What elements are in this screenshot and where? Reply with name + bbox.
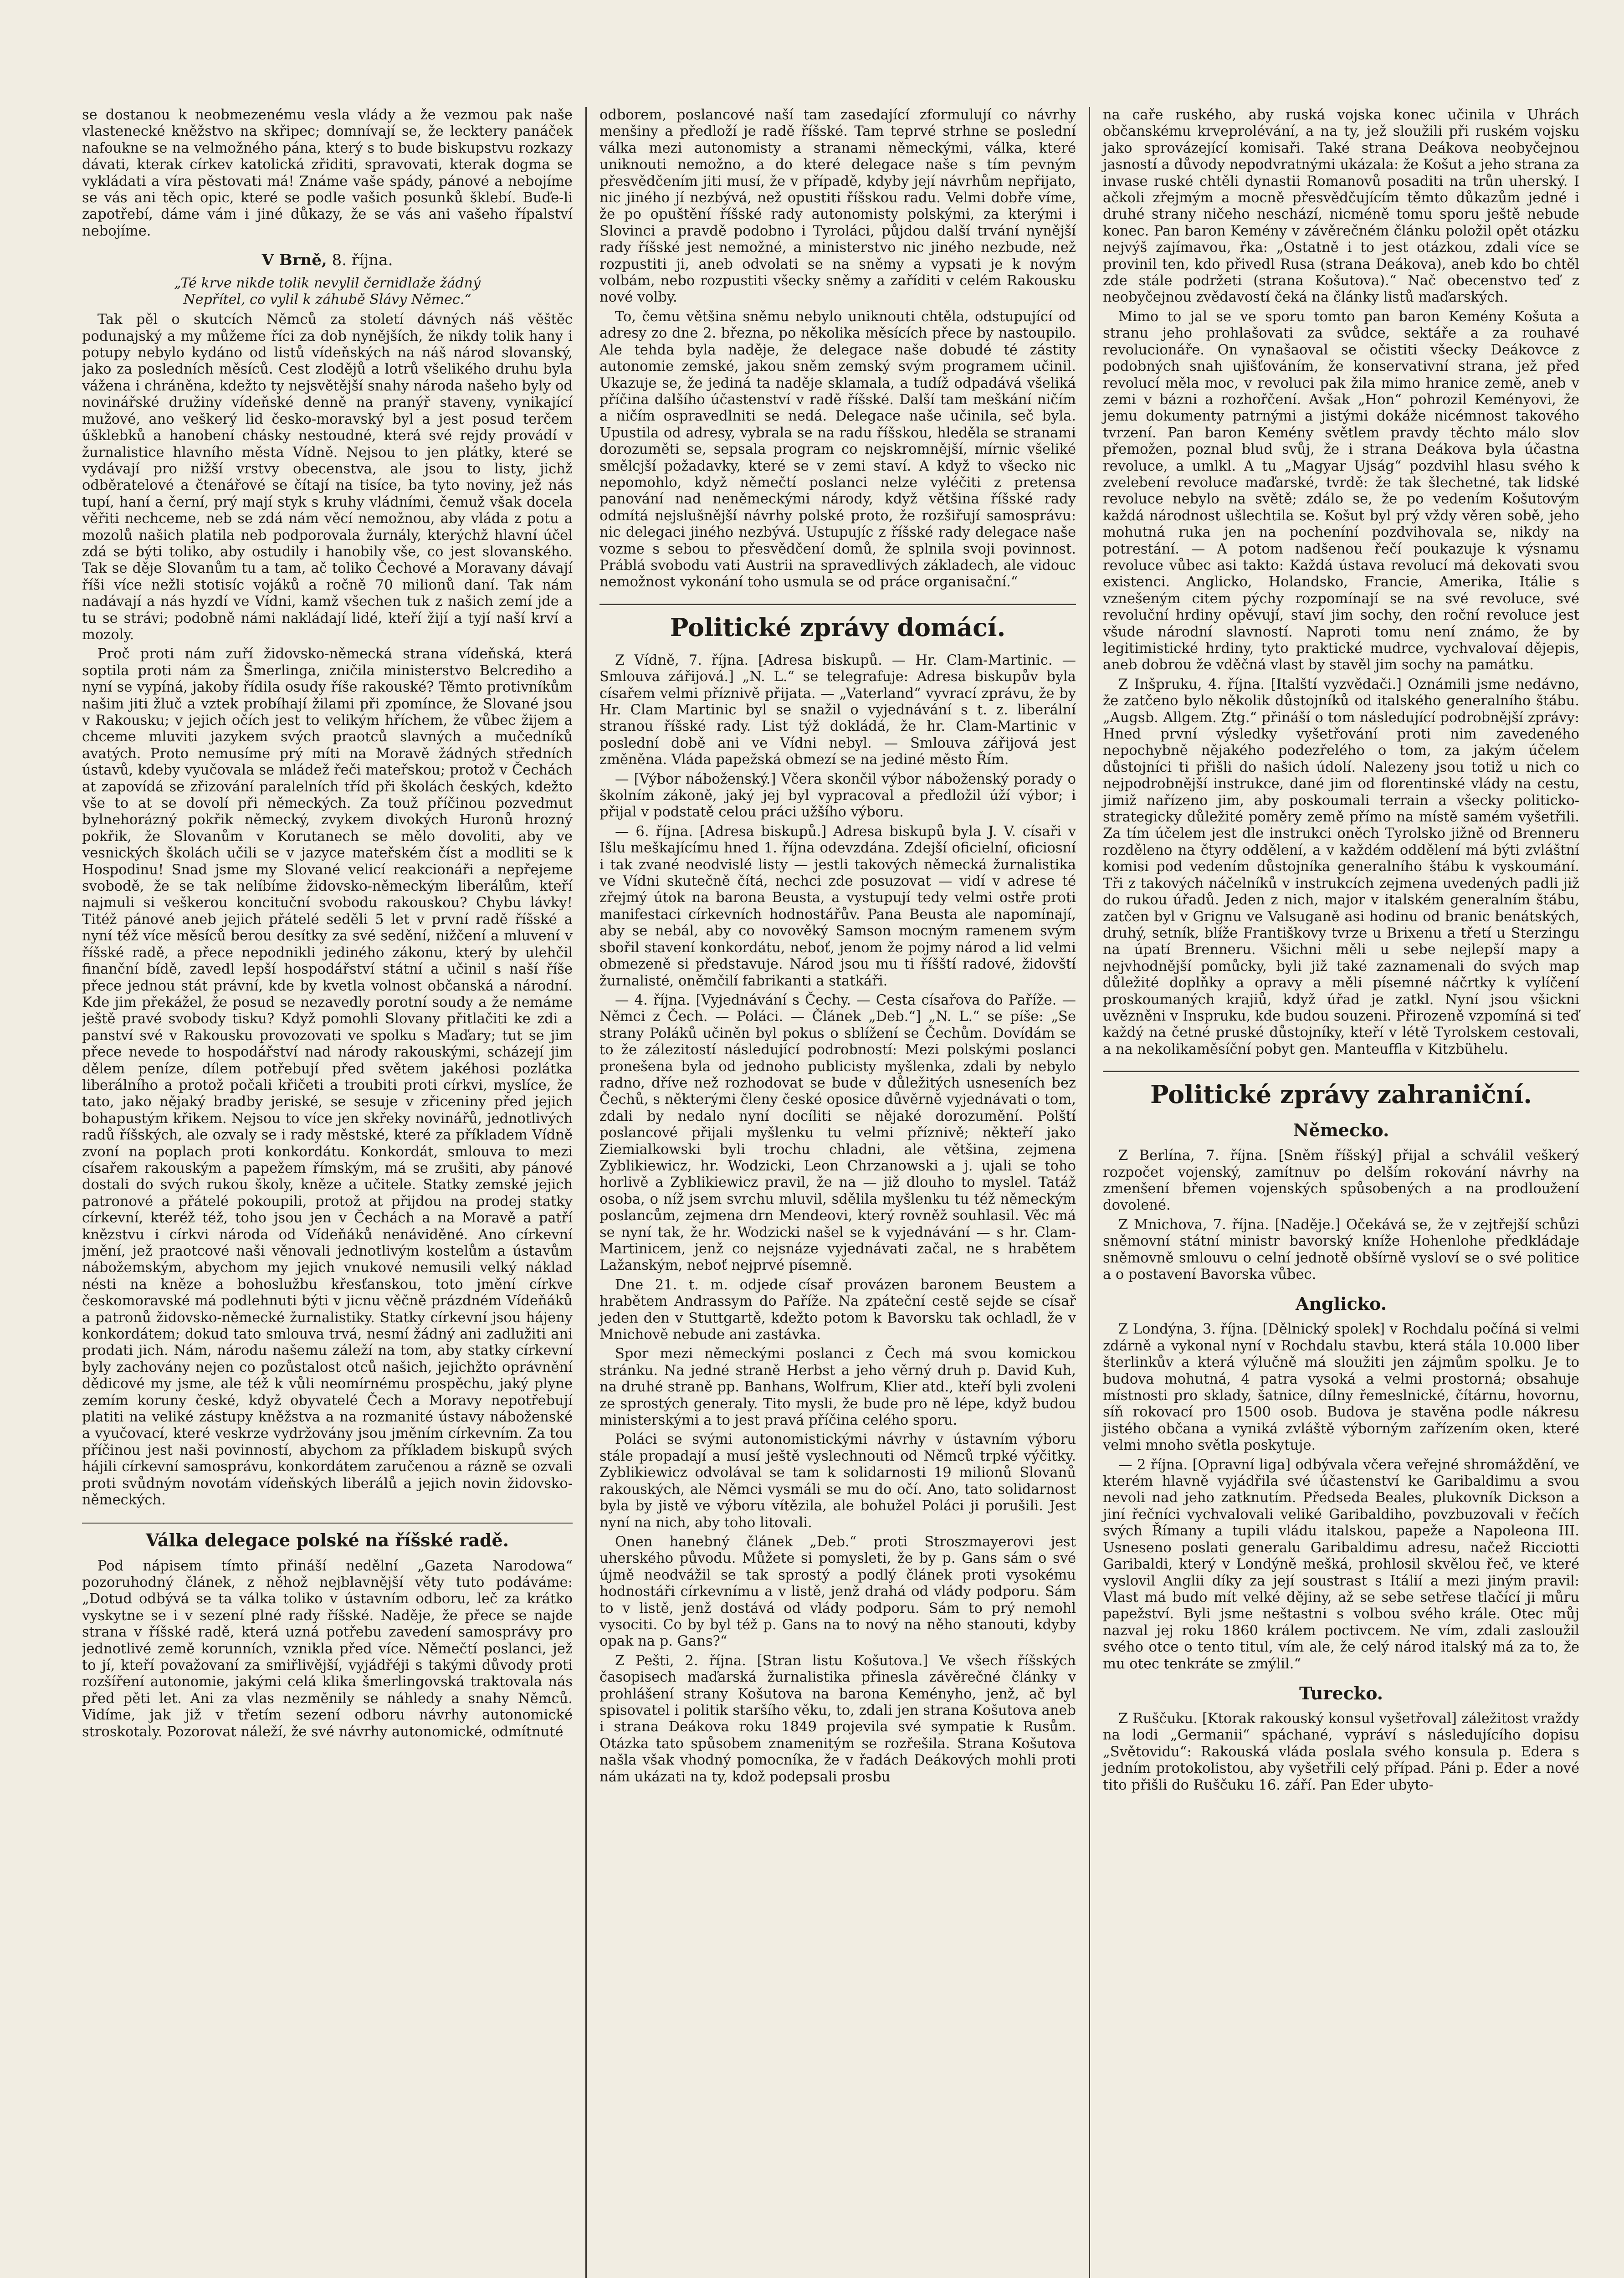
article-text: To, čemu většina sněmu nebylo uniknouti chtěla, odstupující od adresy zo dne 2. března, po několika měsících přece by nastoupilo. Ale tehda byla naděje, že delegace naše dobudé té zástity autonomie zemské, jakou sněm zemský svým programem učinil. Ukazuje se, že jediná ta naděje sklamala, a tudíž odpadává všeliká příčina dalšího účastenství v radě říšské. Další tam meškání ničím a ničím ospravedlniti se nedá. Delegace naše učinila, seč byla. Upustila od adresy, vybrala se na radu říšskou, hleděla se stranami dorozuměti se, sepsala program co nejskromnější, mírnic všeliké smělcjší požadavky, které se v zemi staví. A když to všecko nic nepomohlo, když němečtí poslanci nelze vyléčiti z pretensa panování nad neněmeckými národy, když většina říšské rady odmítá nejslušnější návrhy polské proto, že rozšiřují samosprávu: nic delegaci jiného nezbývá. Ustupujíc z říšské rady delegace naše vozme s sebou to přesvědčení domů, že splnila svoji povinnost. Práblá svobodu vati Austrii na spravedlivých základech, ale vidouc nemožnost vykonání toho usmula se od práce organisační.“	[599, 308, 1076, 590]
news-item: Z Vídně, 7. října. [Adresa biskupů. — Hr. Clam-Martinic. — Smlouva zářijová.] „N. L.“ se telegrafuje: Adresa biskupův byla císařem velmi příznivě přijata. — „Vaterland“ vyvrací zprávu, že by Hr. Clam Martinic byl se snažil o vyjednávání s t. z. liberální stranou říšské rady. List týž dokládá, že hr. Clam-Martinic v poslední době ani ve Vídni nebyl. — Smlouva zářijová jest změněna. Vláda papežská obmezí se na jediné město Řím.	[599, 652, 1076, 768]
news-item: — 4. října. [Vyjednávání s Čechy. — Cesta císařova do Paříže. — Němci z Čech. — Poláci. — Článek „Deb.“] „N. L.“ se píše: „Se strany Poláků učiněn byl pokus o sblížení se Čechům. Dovídám se to že zálezitostí následující podrobností: Mezi polskými poslanci pronešena byla od jednoho publicisty myšlenka, zdali by nebylo radno, dříve než rozhodovat se bude v důležitých usneseních bez Čechů, s některými členy české oposice důvěrně vyjednávati o tom, zdali by nedalo nyní docíliti se nějaké dorozumění. Polští poslancové přijali myšlenku tu velmi příznivě; někteří jako Ziemialkowski byli trochu chladni, ale většina, zejmena Zyblikiewicz, hr. Wodzicki, Leon Chrzanowski a j. ujali se toho horlivě a Zyblikiewicz pravil, že na — již dlouho to myslel. Tatáž osoba, o níž jsem svrchu mluvil, sdělila myšlenku tu též německým poslancům, zejmena drn Mendeovi, který rovněž souhlasil. Věc má se nyní tak, že hr. Wodzicki našel se k vyjednávání — s hr. Clam-Martinicem, jenž co nejsnáze vyjednávati začal, ne s hrabětem Lažanským, neboť nejprvé písemně.	[599, 992, 1076, 1274]
section-title-domestic: Politické zprávy domácí.	[599, 604, 1076, 642]
news-item: Dne 21. t. m. odjede císař provázen baronem Beustem a hrabětem Andrassym do Paříže. Na zpáteční cestě sejde se císař jeden den v Stuttgartě, kdežto potom k Bavorsku tak ochladl, že v Mnichově nebude ani zastávka.	[599, 1277, 1076, 1343]
poem-line: „Té krve nikde tolik nevylil černidlaže žádný	[174, 275, 481, 292]
news-item: — [Výbor náboženský.] Včera skončil výbor náboženský porady o školním zákoně, jaký jej byl vypracoval a předložil úží výbor; i přijal v podstatě celou práci užšího výboru.	[599, 771, 1076, 821]
news-item: — 2 října. [Opravní liga] odbývala včera veřejné shromáždění, ve kterém hlavně vyjádřila své účastenství ke Garibaldimu a svou nevoli nad jeho zatknutím. Předseda Beales, plukovník Dickson a jiní řečníci vychvalovali veliké Garibaldiho, povzbuzovali v řečích svých Římany a tupili vládu italskou, papeže a Napoleona III. Usneseno poslati generalu Garibaldimu adresu, načež Ricciotti Garibaldi, který v Londýně mešká, prohlosil skvělou řeč, ve které vyslovil Anglii díky za její soustrast s Itálií a mezi jiným pravil: Vlast má budo mít velké dějiny, až se sebe setřese tlačící ji můru papežství. Byli jsme neštastni s volbou svého krále. Otec můj nazval jej roku 1860 králem poctivcem. Ne vím, zdali zasloužil svého otce o tento titul, vím ale, že celý národ italský má za to, že mu otec tenkráte se zmýlil.“	[1103, 1457, 1579, 1672]
news-item: Z Ruščuku. [Ktorak rakouský konsul vyšetřoval] záležitost vraždy na lodi „Germanii“ spáchané, vypráví s následujícího dopisu „Světovidu“: Rakouská vláda poslala svého konsula p. Edera s jedním protokolistou, aby vyšetřili celý případ. Páni p. Eder a nové tito přišli do Ruščuku 16. září. Pan Eder ubyto-	[1103, 1710, 1579, 1793]
country-heading: Turecko.	[1299, 1683, 1383, 1703]
article-text: se dostanou k neobmezenému vesla vlády a že vezmou pak naše vlastenecké kněžstvo na skřipec; domnívají se, že lecktery panáček nafoukne se na velmožného pána, který s to bude biskupstvu rozkazy dávati, kterak církev katolická zřiditi, spravovati, kterak dogma se vykládati a víra pěstovati má! Známe vaše spády, pánové a nebojíme se vás ani těch opic, které se podle vašich posunků šklebí. Buďe-li zapotřebí, dáme vám i jiné důkazy, že se vás ani vašeho řípalství nebojíme.	[82, 107, 573, 239]
poem-quote	[82, 275, 573, 308]
article-text: Tak pěl o skutcích Němců za století dávných náš věštěc podunajský a my můžeme říci za dob nynějších, že nikdy tolik hany i potupy nebylo kydáno od listů vídeňských na náš národ slovanský, jako za posledních měsíců. Cest zlodějů a lotrů všelikého druhu byla vážena i chráněna, kdežto ty nejsvětější snahy národa našeho byly od novinářské družiny vídeňské denně na pranýř staveny, vynikající mužové, ano veškerý lid česko-moravský byl a jest posud terčem úšklebků a hanobení chásky nestoudné, která své rejdy provádí v žurnalistice hlavního města Vídně. Nejsou to jen plátky, které se vydávají pro nižší vrstvy obecenstva, ale jsou to listy, jichž odběratelové a čtenářové se čítají na tisíce, ba tyto noviny, jež nás tupí, haní a černí, prý mají styk s kruhy vládními, čemuž však docela věřiti nechceme, neb se zdá nám věcí nemožnou, aby vláda z potu a mozolů našich platila neb podporovala žurnály, kterýchž hlavní účel zdá se býti toliko, aby ostudily i hanobily vše, co jest slovanského. Tak se děje Slovanům tu a tam, ač toliko Čechové a Moravany dávají říši více nežli stotisíc vojáků a ročně 70 milionů daní. Tak nám nadávají a nás hyzdí ve Vídni, kamž všechen tuk z našich zemí jde a tu se strávi; podobně námi nakládají lidé, kteří žijí a tyjí naší krví a mozoly.	[82, 312, 573, 643]
country-heading: Německo.	[1293, 1120, 1389, 1141]
news-item: Z Londýna, 3. října. [Dělnický spolek] v Rochdalu počíná si velmi zdárně a vykonal nyní v Rochdalu stavbu, která stála 10.000 liber šterlinkův a která výlučně má sloužiti jen zájmům spolku. Je to budova mohutná, 4 patra vysoká a velmi prostorná; obsahuje místnosti pro sklady, šatnice, dílny řemeslnické, čítárnu, hovornu, síň rokovací pro 1500 osob. Budova je stavěna podle nákresu jistého občana a vyniká zvláště výborným zařízením oken, které velmi mnoho světla poskytuje.	[1103, 1321, 1579, 1454]
news-item: — 6. října. [Adresa biskupů.] Adresa biskupů byla J. V. císaři v Išlu meškajícímu hned 1. října odevzdána. Zdejší oficielní, oficiosní i tak zvané neodvislé listy — jestli takových německá žurnalistika ve Vídni skutečně čítá, nechci zde posuzovat — vidí v adrese té zřejmý útok na barona Beusta, a vystupují tedy velmi ostře proti manifestaci církevních hodnostářův. Pana Beusta ale napomínají, aby se nebál, aby co novověký Samson mocným ramenem svým sbořil stavení konkordátu, neboť, jenom že pojmy národ a lid velmi obmezeně si představuje. Národ jsou mu ti říšští radové, židovští žurnalisté, oněmčilí fabrikanti a statkáři.	[599, 823, 1076, 989]
news-item: Poláci se svými autonomistickými návrhy v ústavním výboru stále propadají a musí ještě vyslechnouti od Němců trpké výčitky. Zyblikiewicz odvolával se tam k solidarnosti 19 milionů Slovanů rakouských, ale Němci vysmáli se mu do očí. Ano, tato solidarnost byla by jistě ve výboru vítězila, ale bohužel Poláci ji porušili. Jest nyní na nich, aby toho litovali.	[599, 1431, 1076, 1531]
news-item: Z Pešti, 2. října. [Stran listu Košutova.] Ve všech říšských časopisech maďarská žurnalistika přinesla závěrečné články v prohlášení strany Košutova na barona Keményho, jenž, ač byl spisovatel i politik staršího věku, to, zdali jen strana Košutova aneb i strana Deákova roku 1849 projevila své sympatie k Rusům. Otázka tato spůsobem znamenitým se rozřešila. Strana Košutova našla však vhodný pomocníka, že v řadách Deákových mohli proti nám ukázati na ty, kdož podepsali prosbu	[599, 1652, 1076, 1785]
news-item: Z Mnichova, 7. října. [Naděje.] Očekává se, že v zejtřejší schůzi sněmovní státní ministr bavorský kníže Hohenlohe předkládaje sněmovně smlouvu o celní jednotě obšírně vysloví se o své politice a o postavení Bavorska vůbec.	[1103, 1216, 1579, 1283]
article-text: Pod nápisem tímto přináší nedělní „Gazeta Narodowa“ pozoruhodný článek, z něhož nejblavnější věty tuto podáváme: „Dotud odbývá se ta válka toliko v ústavním odboru, leč za krátko vyskytne se i v sezení plné rady říšské. Naděje, že přece se najde strana v říšské radě, která uzná potřebu zavedení samosprávy pro jednotlivé země korunních, vznikla před více. Němečtí poslanci, jež to jí, kteří považovaní za smiřlivější, vyjádřéji s takými důvody proti rozšíření autonomie, jakými celá klika šmerlingovská traktovala nás před pěti let. Ani za vlas nezměnily se náhledy a snahy Němců. Vidíme, jak již v třetím sezení odboru návrhy autonomické stroskotaly. Pozorovat náleží, že své návrhy autonomické, odmítnuté	[82, 1558, 573, 1740]
column-middle	[585, 107, 1089, 2278]
column-left	[82, 107, 585, 2278]
news-item: na caře ruského, aby ruská vojska konec učinila v Uhrách občanskému krveprolévání, a na ty, jež sloužili při ruském vojsku jako sprovázející komisaři. Také strana Deákova neobyčejnou jasností a důvody nepodvratnými ukázala: že Košut a jeho strana za invase ruské chtěli dynastii Romanovů posaditi na trůn uherský. I ačkoli zřejmým a mocně přesvědčujícím těmto důkazům jedné i druhé strany ničeho neschází, nicméně tomu sporu ještě nebude konec. Pan baron Kemény v závěrečném článku položil opět otázku nejvýš zajímavou, řka: „Ostatně i to jest otázkou, zdali více se provinil ten, kdo přivedl Rusa (strana Deákova), aneb kdo bo chtěl zde stále podržeti (strana Košutova).“ Nač obecenstvo teď z neobyčejnou zvědavostí čeká na články listů maďarských.	[1103, 107, 1579, 306]
dateline-brno	[82, 251, 573, 270]
country-heading: Anglicko.	[1296, 1293, 1387, 1314]
column-right	[1089, 107, 1592, 2278]
news-item: Onen hanebný článek „Deb.“ proti Stroszmayerovi jest uherského původu. Můžete si pomysleti, že by p. Gans sám o své újmě neodvážil se tak sprostý a podlý článek proti vysokému hodnostáři církevnímu a v listě, jenž drahá od vlády podporu. Sám to v listě, jenž dostává od vlády podporu. Sám to prý nemohl vysociti. Co by byl též p. Gans na to nový na něho stanouti, kdyby opak na p. Gans?“	[599, 1534, 1076, 1650]
news-item: Z Inšpruku, 4. října. [Italští vyzvědači.] Oznámili jsme nedávno, že zatčeno bylo několik důstojníků od italského generalního štábu. „Augsb. Allgem. Ztg.“ přináší o tom následující podrobnější zprávy: Hned první výsledky vyšetřování proti nim zavedeného nepochybně nějakého podezřelého o tom, za jakým účelem důstojníci ti přišli do našich údolí. Nalezeny jsou totiž u nich co nejpodrobnější instrukce, dané jim od florentinské vlády na cestu, jimiž nařízeno jim, aby poskoumali terrain a všecky politicko-strategicky důležité poměry země přímo na místě samém vyšetřili. Za tím účelem jest dle instrukci oněch Tyrolsko jižně od Brenneru rozděleno na čtyry oddělení, a v každém oddělení má býti zvláštní komisi pod vedením důstojníka generalního štábu k vyskoumání. Tři z takových náčelníků v instrukcích zejmena uvedených padli již do rukou úřadů. Jeden z nich, major v italském generalním štábu, zatčen byl v Grignu ve Valsuganě asi hodinu od branic benátských, druhý, setník, blíže Františkovy tvrze u Brixenu a třetí u Sterzingu na úpatí Brenneru. Všichni měli u sebe nejlepší mapy a nejvhodnější pomůcky, byli již také zaznamenali do svých map důležité doplňky a opravy a měli písemné náčrtky k vylíčení proskoumaných krajiů, když úřad je zatkl. Nyní jsou všickni uvězněni v Inspruku, kde budou souzeni. Přirozeně vzpomíná si teď každý na četné pruské důstojníky, kteří v létě Tyrolskem cestovali, a na nekolikaměsíční pobyt gen. Manteuffla v Kitzbühelu.	[1103, 676, 1579, 1057]
article-title-polish-delegation: Válka delegace polské na říšské radě.	[82, 1523, 573, 1551]
section-title-foreign: Politické zprávy zahraniční.	[1103, 1071, 1579, 1109]
news-item: Z Berlína, 7. října. [Sněm říšský] přijal a schválil veškerý rozpočet vojenský, zamítnuv po delším rokování návrhy na zmenšení břemen vojenských spůsobených a na prodloužení dovolené.	[1103, 1148, 1579, 1214]
article-text: Proč proti nám zuří židovsko-německá strana vídeňská, která soptila proti nám za Šmerlinga, zničila ministerstvo Belcrediho a nyní se vypíná, jakoby řídila osudy říše rakouské? Těmto protivníkům našim jiti žluč a vztek probíhají žilami při zpomínce, že Slované jsou v Rakousku; v jejich očích jest to velikým hříchem, že vůbec žijem a chceme mluviti jazykem svých praotců slavných a mučedníků avatých. Proto nemusíme prý míti na Moravě žádných středních ústavů, kdeby vyučovala se mládež řeči mateřskou; protož v Čechách at zapovídá se zřizování paralelních tříd při školách českých, kdežto vše to at se dovolí při německých. Za touž příčinou pozvedmut bylnehorázný pokřik německý, zvykem divokých Huronů hrozný pokřik, že Slovanům v Korutanech se mělo dovoliti, aby ve vesnických školách učili se v jazyce mateřském číst a modliti se k Hospodinu! Snad jsme my Slované velicí reakcionáři a nepřejeme svobodě, že se tak nelíbíme židovsko-německým liberálům, kteří najmuli si veškerou koncituční svobodu rakouskou? Chybu lávky! Titéž pánové aneb jejich přátelé seděli 5 let v první radě říšské a nyní též více měsíců berou desítky za své sedění, nižčení a mluvení v říšské radě, a přece nepodnikli jediného zákonu, který by ulehčil finanční bídě, zavedl lepší hospodářství státní a učinil s naší říše přece jednou stát právní, kde by kvetla volnost občanská a národní. Kde jim překážel, že posud se nezavedly porotní soudy a že nemáme ještě pravé svobody tisku? Když pomohli Slovany přitlačiti ke zdi a panství své v Rakousku provozovati ve spolku s Maďary; tut se jim přece nevede to hospodářství nad národy rakouskými, scházejí jim dělem peníze, dílem potřebují před světem jakéhosi pozlátka liberálního a protož počali křičeti a troubiti proti církvi, myslíce, že tato, jako nějaký bradby jeriské, se sesuje v zřiceniny před jejich bohapustým křikem. Nejsou to více jen skřeky novinářů, jednotlivých radů říšských, ale ozvaly se i rady městské, které za příkladem Vídně zvoní na poplach proti konkordátu. Konkordát, smlouva to mezi císařem rakouským a papežem římským, má se zrušiti, aby pánové dostali do svých rukou školy, kněze a učitele. Statky zemské jejich patronové a přátelé pokoupili, protož at přijdou na prodej statky církevní, kteréž též, toho jsou jen v Čechách a na Moravě a patří knězstvu i církvi národa od Vídeňáků nenáviděné. Ano církevní jmění, jež praotcové naši věnovali jednotlivým kostelům a ústavům nábožemským, abychom my jejich vnukové nemusili velký náklad nésti na kněze a bohoslužbu křesťanskou, toto jmění církve českomoravské má podlehnuti býti v jicnu věčně prázdném Vídeňáků a patronů židovsko-německé žurnalistiky. Statky církevní jsou hájeny konkordátem; dokud tato smlouva trvá, nesmí žádný ani zadlužiti ani prodati jich. Nám, národu našemu záleží na tom, aby statky církevní byly zachovány nejen co pozůstalost otců našich, jejichžto oprávnění dědicové my jsme, ale též k vůli neomírnému prospěchu, jaký plyne zemím koruny české, když obyvatelé Čech a Moravy nepotřebují platiti na veliké zástupy kněžstva a na rozmanité ústavy náboženské a vyučovací, které veskrze vydržovány jsou jměním církevním. Za tou příčinou jest naši povinností, abychom za příkladem biskupů svých hájili církevní samosprávu, konkordátem zaručenou a rázně se ozvali proti svůdným novotám vídeňských liberálů a jejich novin židovsko-německých.	[82, 646, 573, 1508]
news-item: Mimo to jal se ve sporu tomto pan baron Kemény Košuta a stranu jeho prohlašovati za svůdce, sektáře a za rouhavé revolucionáře. On vynašaoval se očistiti všecky Deákovce z podobných snah ujišťováním, že konservativní strana, jež před revolucí měla moc, v revoluci pak žila mimo hranice země, aneb v zemi v bázni a rozhořčení. Avšak „Hon“ pohrozil Keményovi, že jemu dokumenty patrnými a jistými dokáže nicémnost takového tvrzení. Pan baron Kemény světlem pravdy těchto málo slov přemožen, poznal blud svůj, že i strana Deákova byla účastna revoluce, a umlkl. A tu „Magyar Ujság“ pozdvihl hlasu svého k zvelebení revoluce maďarské, tvrdě: že tak šlechetné, tak lidské revoluce nebylo na světě; zdálo se, že po vedením Košutovým každá národnost ušlechtila se. Košut byl prý vždy věren sobě, jeho mohutná ruka jen na pocheníní pozdvihovala se, nikdy na potrestání. — A potom nadšenou řečí poukazuje k výsnamu revoluce vůbec asi takto: Každá ústava revolucí má dekovati svou existenci. Anglicko, Holandsko, Francie, Amerika, Itálie s vznešeným citem pýchy rozpomínají se na své revoluce, své revoluční hrdiny opěvují, staví jim sochy, den roční revoluce jest všude národní slavností. Naproti tomu není známo, že by legitimistické hrdiny, tyto praktické mudrce, vychvalovaí dějepis, aneb dobrou že vděčná vlast by stavěl jim sochy na památku.	[1103, 308, 1579, 673]
dateline-place: V Brně,	[261, 251, 327, 270]
poem-line: Nepřítel, co vylil k záhubě Slávy Němec.“	[183, 292, 471, 308]
dateline-date: 8. října.	[332, 251, 393, 270]
news-item: Spor mezi německými poslanci z Čech má svou komickou stránku. Na jedné straně Herbst a jeho věrný druh p. David Kuh, na druhé straně pp. Banhans, Wolfrum, Klier atd., kteří byli zvoleni ze sprostých generaly. Tito mysli, že bude pro ně lépe, když budou ministerskými a to jest pravá příčina celého sporu.	[599, 1346, 1076, 1429]
article-text: odborem, poslancové naší tam zasedající zformulují co návrhy menšiny a předloží je radě říšské. Tam teprvé strhne se poslední válka mezi autonomisty a stranami německými, válka, které uniknouti nemožno, a do které delegace naše s tím pevným přesvědčením jiti musí, že v případě, kdyby její návrhům nepřijato, nic jiného jí nezbývá, než opustiti říšskou radu. Velmi dobře víme, že po opuštění říšské rady autonomisty polskými, za kterými i Slovinci a pravdě podobno i Tyroláci, půjdou další trvání nynější rady říšské jest nemožné, a ministerstvo nic jiného nezbude, než rozpustiti ji, aneb odvolati se na sněmy a vypsati je k novým volbám, nebo rozpustiti všecky sněmy a zaříditi v celém Rakousku nové volby.	[599, 107, 1076, 306]
columns	[82, 107, 1592, 2278]
